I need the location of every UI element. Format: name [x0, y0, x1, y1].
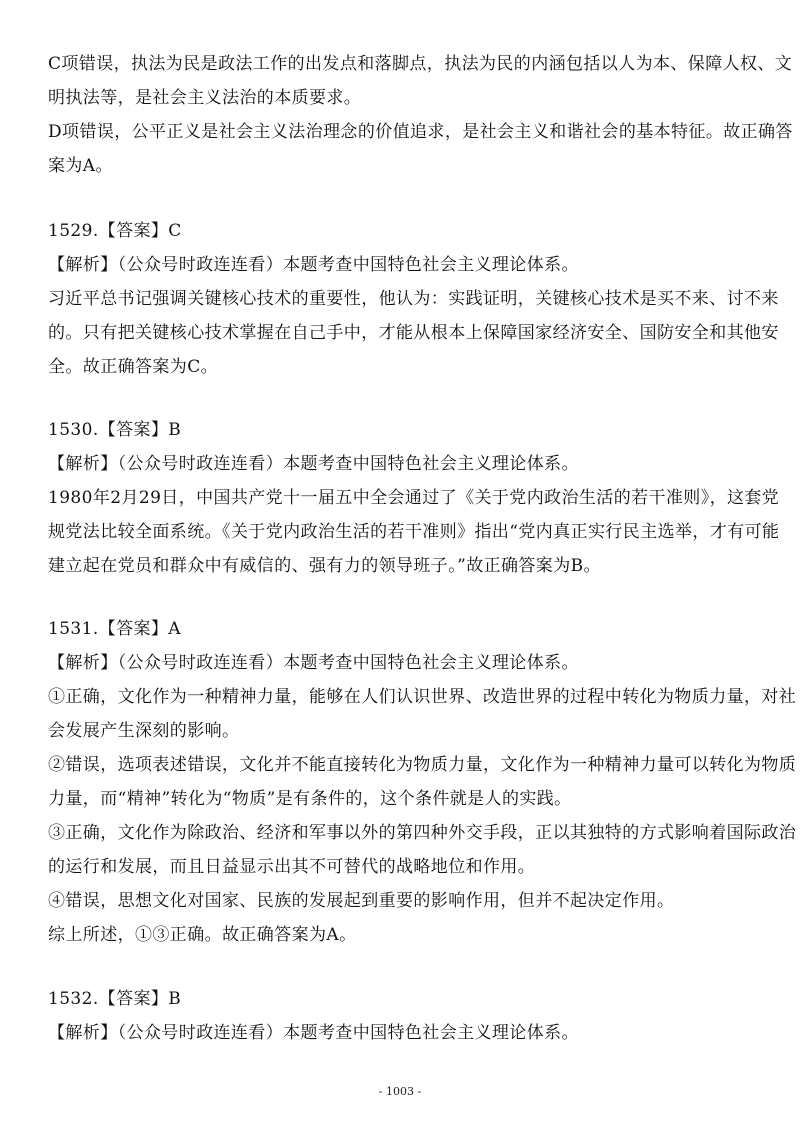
analysis-line: 【解析】（公众号时政连连看）本题考查中国特色社会主义理论体系。: [48, 454, 579, 474]
text-line: 规党法比较全面系统。《关于党内政治生活的若干准则》指出“党内真正实行民主选举，才有可能: [48, 522, 780, 542]
text-line: 会发展产生深刻的影响。: [48, 721, 240, 741]
page-number: - 1003 -: [378, 1085, 422, 1098]
text-line: D项错误，公平正义是社会主义法治理念的价值追求，是社会主义和谐社会的基本特征。故正确答: [48, 122, 793, 142]
text-line: 建立起在党员和群众中有威信的、强有力的领导班子。”故正确答案为B。: [48, 556, 601, 576]
text-line: 习近平总书记强调关键核心技术的重要性，他认为：实践证明，关键核心技术是买不来、讨不来: [48, 289, 779, 309]
text-line: 综上所述，①③正确。故正确答案为A。: [48, 925, 357, 945]
text-line: 全。故正确答案为C。: [48, 357, 219, 377]
text-line: 的。只有把关键核心技术掌握在自己手中，才能从根本上保障国家经济安全、国防安全和其他安: [48, 323, 779, 343]
text-line: 的运行和发展，而且日益显示出其不可替代的战略地位和作用。: [48, 857, 536, 877]
answer-heading: 1529.【答案】C: [48, 221, 182, 241]
text-line: ④错误，思想文化对国家、民族的发展起到重要的影响作用，但并不起决定作用。: [48, 891, 675, 911]
analysis-line: 【解析】（公众号时政连连看）本题考查中国特色社会主义理论体系。: [48, 255, 579, 275]
text-line: ③正确，文化作为除政治、经济和军事以外的第四种外交手段，正以其独特的方式影响着国际政治: [48, 823, 797, 843]
text-line: ②错误，选项表述错误，文化并不能直接转化为物质力量，文化作为一种精神力量可以转化为物质: [48, 755, 797, 775]
answer-heading: 1531.【答案】A: [48, 619, 181, 639]
analysis-line: 【解析】（公众号时政连连看）本题考查中国特色社会主义理论体系。: [48, 1023, 579, 1043]
answer-heading: 1532.【答案】B: [48, 989, 182, 1009]
analysis-line: 【解析】（公众号时政连连看）本题考查中国特色社会主义理论体系。: [48, 653, 579, 673]
text-line: 1980年2月29日，中国共产党十一届五中全会通过了《关于党内政治生活的若干准则》，这套党: [48, 488, 780, 508]
text-line: 力量，而“精神”转化为“物质”是有条件的，这个条件就是人的实践。: [48, 789, 572, 809]
text-line: 明执法等，是社会主义法治的本质要求。: [48, 88, 362, 108]
text-line: C项错误，执法为民是政法工作的出发点和落脚点，执法为民的内涵包括以人为本、保障人权、文: [48, 54, 793, 74]
answer-heading: 1530.【答案】B: [48, 420, 182, 440]
text-line: 案为A。: [48, 156, 113, 176]
text-line: ①正确，文化作为一种精神力量，能够在人们认识世界、改造世界的过程中转化为物质力量，对社: [48, 687, 797, 707]
